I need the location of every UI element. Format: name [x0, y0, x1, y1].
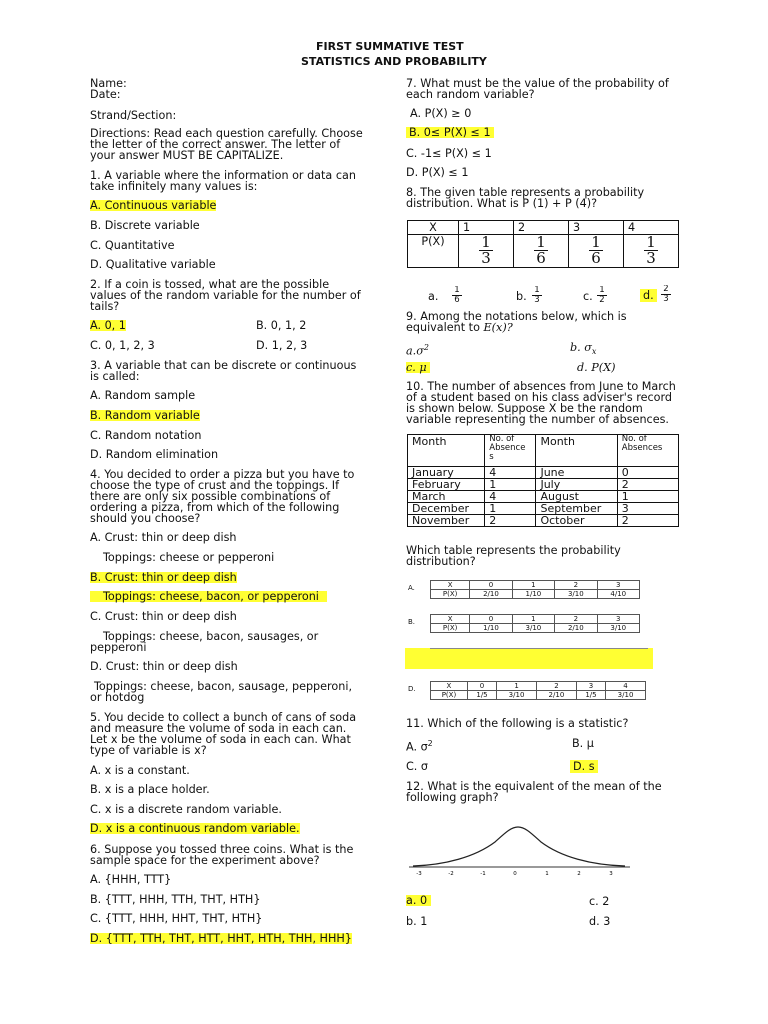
table-cell: 2/10: [555, 624, 597, 633]
q8-px-fraction: [479, 235, 493, 266]
q6-option-b: B. {TTT, HHH, TTH, THT, HTH}: [90, 893, 261, 906]
table-cell: 1: [497, 682, 537, 691]
absence-month: November: [408, 515, 485, 527]
table-row: [408, 491, 679, 503]
table-row: [408, 503, 679, 515]
q3-option-c: C. Random notation: [90, 429, 202, 442]
q4-option-a-toppings: Toppings: cheese or pepperoni: [103, 551, 275, 564]
table-cell: 3: [597, 615, 639, 624]
table-cell: 3/10: [555, 590, 597, 599]
q8-x-value: 3: [569, 221, 624, 235]
q9-option-c: c. μ: [406, 362, 430, 373]
table-cell: 4: [606, 682, 646, 691]
denominator: 3: [661, 294, 671, 303]
q8-option-c-fraction: [597, 286, 607, 304]
absence-month: June: [536, 467, 617, 479]
q10-question: distribution?: [406, 555, 476, 568]
table-cell: 1/10: [512, 590, 554, 599]
absence-month: October: [536, 515, 617, 527]
q6-option-d: D. {TTT, TTH, THT, HTT, HHT, HTH, THH, HHH}: [90, 932, 352, 945]
absence-count: 1: [485, 479, 536, 491]
q4-option-c-toppings: Toppings: cheese, bacon, sausages, or: [103, 630, 319, 643]
directions-line: your answer MUST BE CAPITALIZE.: [90, 149, 284, 162]
q5-option-a: A. x is a constant.: [90, 764, 190, 777]
q9-option-b-text: b. σ: [570, 341, 592, 354]
q4-option-c-toppings: pepperoni: [90, 641, 147, 654]
directions-line: the letter of the correct answer. The letter of: [90, 138, 341, 151]
q2-stem: 2. If a coin is tossed, what are the possible: [90, 278, 330, 291]
q4-option-b: B. Crust: thin or deep dish: [90, 571, 237, 584]
q12-option-c: c. 2: [589, 895, 610, 908]
table-cell: 3/10: [606, 691, 646, 700]
numerator: 1: [646, 233, 656, 251]
q8-probability-table: [407, 220, 679, 268]
q5-stem: and measure the volume of soda in each can.: [90, 722, 347, 735]
denominator: 6: [591, 249, 601, 267]
directions-line: Directions: Read each question carefully. Choose: [90, 127, 363, 140]
absence-month: December: [408, 503, 485, 515]
tick-label: 0: [513, 871, 517, 877]
q8-x-value: 1: [459, 221, 514, 235]
table-cell: 2: [555, 581, 597, 590]
q3-option-a: A. Random sample: [90, 389, 196, 402]
superscript: 2: [423, 343, 429, 352]
tick-label: 1: [545, 871, 549, 877]
q6-option-a: A. {HHH, TTT}: [90, 873, 172, 886]
q8-x-value: 4: [624, 221, 679, 235]
table-cell: P(X): [431, 624, 470, 633]
q8-px-fraction: [644, 235, 658, 266]
table-cell: 2: [555, 615, 597, 624]
q2-stem: values of the random variable for the number of: [90, 289, 361, 302]
q7-option-b: B. 0≤ P(X) ≤ 1: [406, 127, 494, 138]
q1-stem: take infinitely many values is:: [90, 180, 258, 193]
denominator: 6: [536, 249, 546, 267]
numerator: 1: [599, 286, 605, 295]
absence-month: July: [536, 479, 617, 491]
q8-px-fraction: [534, 235, 548, 266]
bell-curve: [413, 827, 625, 866]
q9-stem: [406, 322, 513, 333]
table-cell: 4/10: [597, 590, 639, 599]
table-row: [408, 479, 679, 491]
table-cell: P(X): [431, 590, 470, 599]
q6-stem: 6. Suppose you tossed three coins. What is the: [90, 843, 354, 856]
absence-count: 2: [485, 515, 536, 527]
strand-label: Strand/Section:: [90, 109, 177, 122]
q11-option-b: B. μ: [572, 737, 594, 750]
numerator: 2: [663, 285, 669, 294]
table-cell: 1/5: [467, 691, 496, 700]
q1-stem: 1. A variable where the information or data can: [90, 169, 356, 182]
q11-option-c: C. σ: [406, 760, 429, 773]
q5-stem: 5. You decide to collect a bunch of cans of soda: [90, 711, 357, 724]
q12-stem: 12. What is the equivalent of the mean of the: [406, 780, 662, 793]
q10-stem: of a student based on his class adviser's record: [406, 391, 672, 404]
q9-stem-text: equivalent to: [406, 321, 480, 334]
q2-option-c: C. 0, 1, 2, 3: [90, 339, 155, 352]
absence-table-header: No. of Absences: [617, 435, 678, 467]
q9-expected-value: E(x)?: [483, 321, 513, 334]
q5-stem: Let x be the volume of soda in each can. What: [90, 733, 351, 746]
absence-count: 2: [617, 479, 678, 491]
table-cell: 2/10: [470, 590, 512, 599]
q3-option-d: D. Random elimination: [90, 448, 219, 461]
q8-option-d-fraction: [661, 285, 671, 303]
absence-count: 0: [617, 467, 678, 479]
q2-option-d: D. 1, 2, 3: [256, 339, 308, 352]
q4-option-c: C. Crust: thin or deep dish: [90, 610, 237, 623]
q12-option-a: a. 0: [406, 895, 431, 906]
numerator: 1: [534, 286, 540, 295]
q10-option-c-line: [430, 648, 648, 649]
tick-label: -3: [416, 871, 422, 877]
q10-stem: is shown below. Suppose X be the random: [406, 402, 643, 415]
absence-month: February: [408, 479, 485, 491]
q8-option-b: b.: [516, 290, 527, 303]
q10-option-b-label: B.: [408, 618, 416, 626]
q4-option-d: D. Crust: thin or deep dish: [90, 660, 238, 673]
q8-x-value: 2: [514, 221, 569, 235]
q10-option-a-label: A.: [408, 584, 415, 592]
absence-count: 4: [485, 491, 536, 503]
table-cell: X: [431, 615, 470, 624]
q5-option-c: C. x is a discrete random variable.: [90, 803, 282, 816]
q10-option-c-highlight: [405, 648, 653, 669]
absence-count: 2: [617, 515, 678, 527]
absence-table: [407, 434, 679, 527]
q11-stem: 11. Which of the following is a statistic?: [406, 717, 629, 730]
q3-stem: is called:: [90, 370, 140, 383]
q10-question: Which table represents the probability: [406, 544, 621, 557]
q3-stem: 3. A variable that can be discrete or continuous: [90, 359, 357, 372]
q10-option-d-table: [430, 681, 646, 700]
q10-option-a-table: [430, 580, 640, 599]
absence-table-header: Month: [536, 435, 617, 467]
q1-option-d: D. Qualitative variable: [90, 258, 216, 271]
tick-label: 2: [577, 871, 581, 877]
table-cell: 2: [536, 682, 576, 691]
q4-option-d-toppings: Toppings: cheese, bacon, sausage, pepperoni,: [94, 680, 352, 693]
absence-table-header: Month: [408, 435, 485, 467]
q9-option-a-text: a.σ: [406, 344, 424, 358]
q8-option-c: c.: [583, 290, 593, 303]
q11-option-a-text: A. σ: [406, 740, 428, 754]
tick-label: -1: [480, 871, 486, 877]
normal-curve-graph: [405, 817, 635, 879]
q9-option-d: d. P(X): [577, 361, 616, 374]
numerator: 1: [481, 233, 491, 251]
denominator: 3: [646, 249, 656, 267]
absence-count: 3: [617, 503, 678, 515]
q1-option-a: A. Continuous variable: [90, 199, 217, 212]
table-row: [408, 515, 679, 527]
q10-option-d-label: D.: [408, 685, 416, 693]
q7-option-c: C. -1≤ P(X) ≤ 1: [406, 147, 492, 160]
absence-count: 1: [617, 491, 678, 503]
q4-option-a: A. Crust: thin or deep dish: [90, 531, 237, 544]
table-cell: 3/10: [497, 691, 537, 700]
q8-option-d: d.: [640, 289, 657, 302]
absence-count: 1: [485, 503, 536, 515]
table-cell: 0: [470, 615, 512, 624]
table-cell: 1: [512, 615, 554, 624]
q12-stem: following graph?: [406, 791, 499, 804]
q9-option-a: [406, 342, 429, 357]
superscript: 2: [427, 739, 433, 748]
q4-stem: 4. You decided to order a pizza but you have to: [90, 468, 355, 481]
q10-option-b-table: [430, 614, 640, 633]
absence-count: 4: [485, 467, 536, 479]
q11-option-d: D. s: [570, 760, 598, 773]
table-cell: 1: [512, 581, 554, 590]
q6-option-c: C. {TTT, HHH, HHT, THT, HTH}: [90, 912, 263, 925]
test-subtitle: STATISTICS AND PROBABILITY: [301, 55, 487, 68]
numerator: 1: [536, 233, 546, 251]
q8-stem: distribution. What is P (1) + P (4)?: [406, 197, 598, 210]
absence-month: September: [536, 503, 617, 515]
table-cell: P(X): [431, 691, 468, 700]
q9-stem: 9. Among the notations below, which is: [406, 310, 627, 323]
table-cell: 0: [467, 682, 496, 691]
q8-stem: 8. The given table represents a probability: [406, 186, 645, 199]
graph-ticks: [416, 871, 613, 877]
table-cell: 1/5: [576, 691, 605, 700]
q5-option-b: B. x is a place holder.: [90, 783, 210, 796]
denominator: 6: [452, 295, 462, 304]
q5-stem: type of variable is x?: [90, 744, 207, 757]
denominator: 3: [532, 295, 542, 304]
name-label: Name:: [90, 77, 127, 90]
table-cell: 2/10: [536, 691, 576, 700]
q8-px-header: P(X): [408, 235, 459, 268]
q6-stem: sample space for the experiment above?: [90, 854, 320, 867]
numerator: 1: [454, 286, 460, 295]
q4-stem: ordering a pizza, from which of the following: [90, 501, 340, 514]
absence-month: March: [408, 491, 485, 503]
q3-option-b: B. Random variable: [90, 409, 200, 422]
q10-stem: variable representing the number of absences.: [406, 413, 669, 426]
subscript: x: [591, 347, 597, 357]
table-cell: 0: [470, 581, 512, 590]
test-title: FIRST SUMMATIVE TEST: [316, 40, 464, 53]
q4-stem: should you choose?: [90, 512, 201, 525]
q2-option-a: A. 0, 1: [90, 319, 126, 332]
q4-option-b-toppings: Toppings: cheese, bacon, or pepperoni: [90, 591, 327, 602]
q2-stem: tails?: [90, 300, 120, 313]
q4-stem: choose the type of crust and the toppings. If: [90, 479, 340, 492]
table-cell: X: [431, 682, 468, 691]
denominator: 3: [481, 249, 491, 267]
q8-option-a: a.: [428, 290, 439, 303]
q5-option-d: D. x is a continuous random variable.: [90, 822, 300, 835]
table-cell: 3: [576, 682, 605, 691]
table-cell: 1/10: [470, 624, 512, 633]
table-cell: 3: [597, 581, 639, 590]
q8-option-a-fraction: [452, 286, 462, 304]
q7-option-d: D. P(X) ≤ 1: [406, 166, 469, 179]
q11-option-a: [406, 738, 433, 753]
denominator: 2: [597, 295, 607, 304]
q1-option-c: C. Quantitative: [90, 239, 175, 252]
table-cell: 3/10: [512, 624, 554, 633]
absence-month: August: [536, 491, 617, 503]
q7-option-a: A. P(X) ≥ 0: [410, 107, 472, 120]
q12-option-b: b. 1: [406, 915, 428, 928]
date-label: Date:: [90, 88, 121, 101]
table-row: [408, 467, 679, 479]
q9-option-b: [570, 342, 596, 357]
tick-label: -2: [448, 871, 454, 877]
tick-label: 3: [609, 871, 613, 877]
table-cell: X: [431, 581, 470, 590]
q10-stem: 10. The number of absences from June to March: [406, 380, 676, 393]
q4-stem: there are only six possible combinations of: [90, 490, 331, 503]
q12-option-d: d. 3: [589, 915, 611, 928]
q7-stem: 7. What must be the value of the probability of: [406, 77, 669, 90]
q8-option-b-fraction: [532, 286, 542, 304]
numerator: 1: [591, 233, 601, 251]
q7-stem: each random variable?: [406, 88, 535, 101]
q2-option-b: B. 0, 1, 2: [256, 319, 307, 332]
absence-month: January: [408, 467, 485, 479]
absence-table-header: No. of Absence s: [485, 435, 536, 467]
q4-option-d-toppings: or hotdog: [90, 691, 145, 704]
q8-px-fraction: [589, 235, 603, 266]
q1-option-b: B. Discrete variable: [90, 219, 200, 232]
q8-x-header: X: [408, 221, 459, 235]
table-cell: 3/10: [597, 624, 639, 633]
